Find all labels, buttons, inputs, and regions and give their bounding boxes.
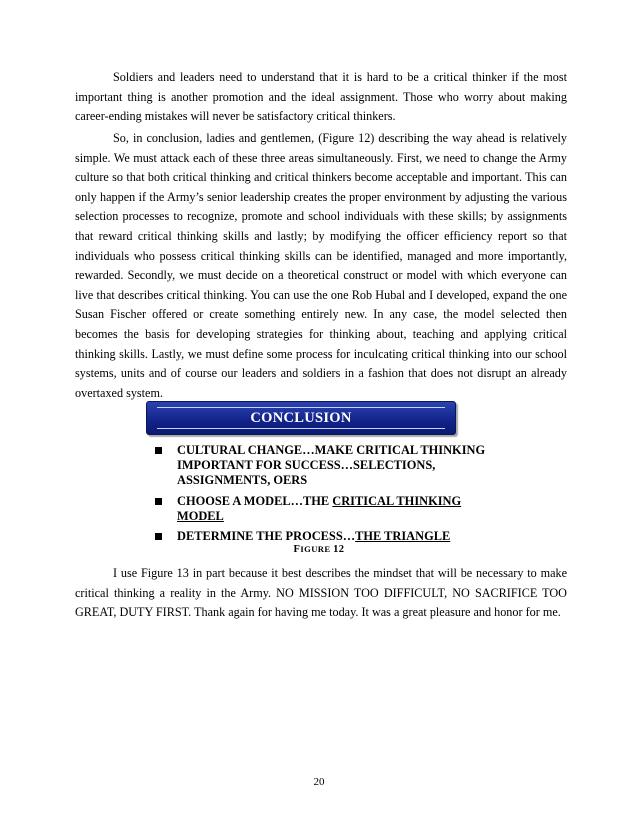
page-number: 20 <box>313 776 325 788</box>
conclusion-bullet-list <box>152 443 492 549</box>
bullet-text: CULTURAL CHANGE…MAKE CRITICAL THINKING IMPORTANT FOR SUCCESS…SELECTIONS, ASSIGNMENTS, OERS <box>177 443 486 488</box>
paragraph-3: I use Figure 13 in part because it best describes the mindset that will be necessary to make critical thinking a reality in the Army. NO MISSION TOO DIFFICULT, NO SACRIFICE TOO GREAT, DUTY FIRST. Thank again for having me today. It was a great pleasure and honor for me. <box>75 566 567 620</box>
square-bullet-icon <box>155 533 162 540</box>
banner-title: CONCLUSION <box>250 410 352 426</box>
paragraph-1: Soldiers and leaders need to understand that it is hard to be a critical thinker if the most important thing is another promotion and the ideal assignment. Those who worry about making career-ending mistakes will never be satisfactory critical thinkers. <box>75 70 567 124</box>
square-bullet-icon <box>155 498 162 505</box>
figure-caption <box>0 544 638 555</box>
bullet-text-prefix: DETERMINE THE PROCESS… <box>177 529 356 544</box>
caption-initial: F <box>293 544 301 555</box>
bullet-determine-process <box>152 529 492 544</box>
paragraph-2: So, in conclusion, ladies and gentlemen, (Figure 12) describing the way ahead is relatively simple. We must attack each of these three areas simultaneously. First, we need to change the Army culture so that both critical thinking and critical thinkers become acceptable and important. This can only happen if the Army’s senior leadership creates the proper environment by adjusting the various selection processes to recognize, promote and school individuals with these skills; by assignments that reward critical thinking skills and lastly; by modifying the officer efficiency report so that individuals who possess critical thinking skills can be identified, managed and more importantly, rewarded. Secondly, we must decide on a theoretical construct or model with which everyone can live that describes critical thinking. You can use the one Rob Hubal and I developed, expand the one Susan Fischer offered or create something entirely new. In any case, the model selected then becomes the basis for developing strategies for thinking about, teaching and applying critical thinking skills. Lastly, we must define some process for inculcating critical thinking into our school systems, units and of course our leaders and soldiers in a fashion that does not disrupt an already overtaxed system. <box>75 131 567 400</box>
caption-word: IGURE <box>300 544 331 554</box>
bullet-cultural-change <box>152 443 492 489</box>
banner-bottom-rule <box>157 428 445 429</box>
square-bullet-icon <box>155 447 162 454</box>
bullet-text-prefix: CHOOSE A MODEL…THE <box>177 493 333 508</box>
bullet-text-underlined: CRITICAL THINKING MODEL <box>177 493 462 523</box>
bullet-text-underlined: THE TRIANGLE <box>355 529 451 544</box>
caption-number: 12 <box>333 544 345 555</box>
banner-top-rule <box>157 407 445 408</box>
bullet-choose-model <box>152 494 492 524</box>
conclusion-banner <box>146 401 456 435</box>
